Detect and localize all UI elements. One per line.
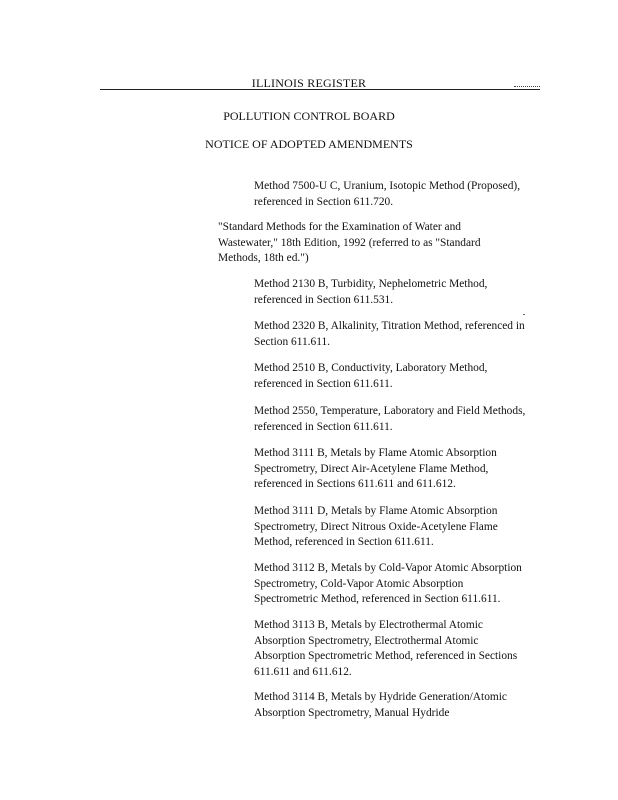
header-rule <box>100 89 540 90</box>
entry-line: Method, referenced in Section 611.611. <box>254 536 434 549</box>
entry-line: Method 7500-U C, Uranium, Isotopic Method (Proposed), <box>254 180 521 192</box>
entry-line: Spectrometry, Cold-Vapor Atomic Absorption <box>254 577 464 590</box>
method-entry <box>254 319 544 350</box>
method-entry <box>254 179 544 210</box>
entry-line: Spectrometry, Direct Air-Acetylene Flame Method, <box>254 462 489 475</box>
entry-line: referenced in Section 611.611. <box>254 420 393 433</box>
header-rule-mark <box>514 86 540 90</box>
entry-line: Method 2320 B, Alkalinity, Titration Method, referenced in <box>254 320 525 332</box>
entry-line: Method 3114 B, Metals by Hydride Generation/Atomic <box>254 691 507 703</box>
method-entry <box>254 690 544 721</box>
standard-methods-reference <box>218 220 508 267</box>
entry-line: 611.611 and 611.612. <box>254 665 352 678</box>
entry-line: Method 3111 D, Metals by Flame Atomic Absorption <box>254 505 498 517</box>
method-entry <box>254 446 544 493</box>
entry-line: referenced in Section 611.720. <box>254 195 394 208</box>
entry-line: Method 3112 B, Metals by Cold-Vapor Atomic Absorption <box>254 562 522 574</box>
entry-line: Method 3113 B, Metals by Electrothermal Atomic <box>254 619 483 631</box>
entry-line: Absorption Spectrometric Method, referenced in Sections <box>254 650 518 663</box>
entry-line: referenced in Section 611.611. <box>254 377 393 390</box>
entry-line: Absorption Spectrometry, Manual Hydride <box>254 706 450 719</box>
entry-line: referenced in Section 611.531. <box>254 293 394 306</box>
entry-line: Method 2510 B, Conductivity, Laboratory Method, <box>254 362 488 374</box>
entry-line: Method 2130 B, Turbidity, Nephelometric Method, <box>254 278 488 290</box>
register-title: ILLINOIS REGISTER <box>251 76 367 90</box>
scan-speck <box>523 314 525 315</box>
method-entry <box>254 361 544 392</box>
notice-title: NOTICE OF ADOPTED AMENDMENTS <box>205 137 413 151</box>
entry-line: Absorption Spectrometry, Electrothermal Atomic <box>254 634 479 647</box>
method-entry <box>254 404 544 435</box>
method-entry <box>254 618 544 680</box>
entry-line: Spectrometric Method, referenced in Section 611.611. <box>254 593 501 606</box>
entry-line: Method 3111 B, Metals by Flame Atomic Absorption <box>254 447 497 459</box>
entry-line: Methods, 18th ed.") <box>218 252 309 265</box>
entry-line: referenced in Sections 611.611 and 611.612. <box>254 478 456 491</box>
method-entry <box>254 504 544 551</box>
entry-line: Wastewater," 18th Edition, 1992 (referred to as "Standard <box>218 236 481 249</box>
entry-line: "Standard Methods for the Examination of Water and <box>218 221 461 233</box>
method-entry <box>254 561 544 608</box>
method-entry <box>254 277 544 308</box>
agency-name: POLLUTION CONTROL BOARD <box>223 109 395 123</box>
entry-line: Section 611.611. <box>254 335 331 348</box>
entry-line: Spectrometry, Direct Nitrous Oxide-Acetylene Flame <box>254 520 498 533</box>
entry-line: Method 2550, Temperature, Laboratory and Field Methods, <box>254 405 526 417</box>
